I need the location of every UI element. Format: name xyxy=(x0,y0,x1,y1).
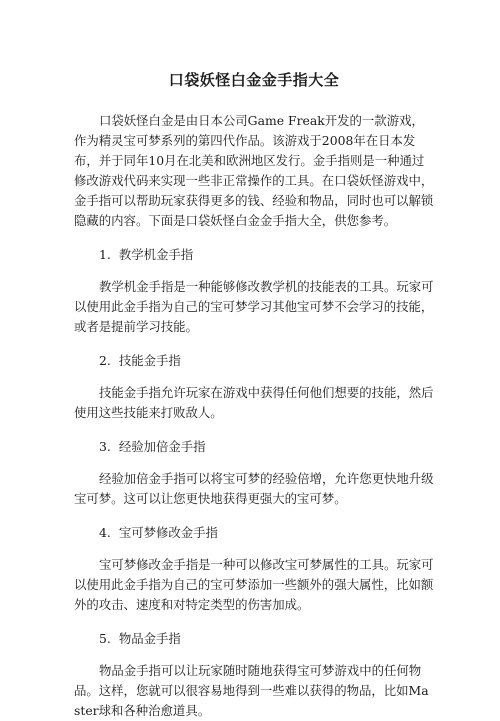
section-title: 技能金手指 xyxy=(118,353,181,368)
section-number: 1. xyxy=(99,247,111,262)
section-4 xyxy=(74,523,434,615)
section-number: 4. xyxy=(99,525,111,540)
section-title: 物品金手指 xyxy=(118,631,181,646)
section-2 xyxy=(74,351,434,423)
section-body: 技能金手指允许玩家在游戏中获得任何他们想要的技能，然后使用这些技能来打败敌人。 xyxy=(74,385,434,420)
section-body: 经验加倍金手指可以将宝可梦的经验倍增，允许您更快地升级宝可梦。这可以让您更快地获得更强大的宝可梦。 xyxy=(74,471,434,506)
section-5 xyxy=(74,629,434,721)
section-body: 宝可梦修改金手指是一种可以修改宝可梦属性的工具。玩家可以使用此金手指为自己的宝可梦添加一些额外的强大属性，比如额外的攻击、速度和对特定类型的伤害加成。 xyxy=(74,557,434,612)
section-heading xyxy=(99,437,434,457)
section-title: 教学机金手指 xyxy=(118,247,194,262)
section-number: 2. xyxy=(99,353,111,368)
section-body: 教学机金手指是一种能够修改教学机的技能表的工具。玩家可以使用此金手指为自己的宝可梦学习其他宝可梦不会学习的技能，或者是提前学习技能。 xyxy=(74,279,434,334)
section-heading xyxy=(99,245,434,265)
section-heading xyxy=(99,629,434,649)
section-heading xyxy=(99,523,434,543)
section-number: 3. xyxy=(99,439,111,454)
section-body: 物品金手指可以让玩家随时随地获得宝可梦游戏中的任何物品。这样，您就可以很容易地得到一些难以获得的物品，比如Master球和各种治愈道具。 xyxy=(74,663,429,718)
section-heading xyxy=(99,351,434,371)
section-number: 5. xyxy=(99,631,111,646)
section-title: 宝可梦修改金手指 xyxy=(118,525,218,540)
intro-paragraph: 口袋妖怪白金是由日本公司Game Freak开发的一款游戏，作为精灵宝可梦系列的第四代作品。该游戏于2008年在日本发布，并于同年10月在北美和欧洲地区发行。金手指则是一种通过修改游戏代码来实现一些非正常操作的工具。在口袋妖怪游戏中，金手指可以帮助玩家获得更多的钱、经验和物品，同时也可以解锁隐藏的内容。下面是口袋妖怪白金金手指大全，供您参考。 xyxy=(74,113,434,228)
section-title: 经验加倍金手指 xyxy=(118,439,206,454)
page-title: 口袋妖怪白金金手指大全 xyxy=(168,71,340,89)
section-1 xyxy=(74,245,434,337)
section-3 xyxy=(74,437,434,509)
